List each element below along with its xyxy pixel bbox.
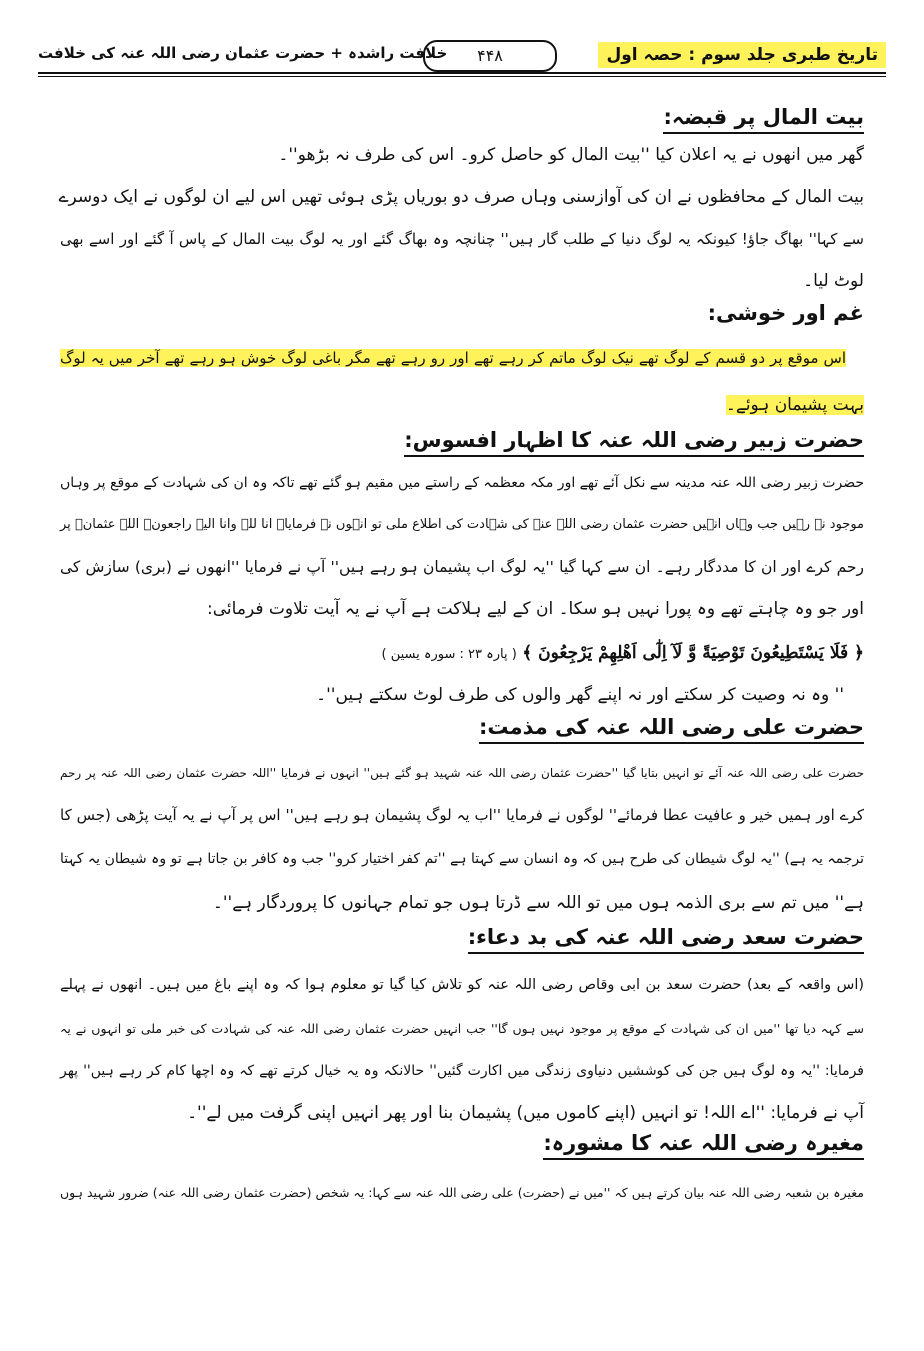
section-heading: حضرت سعد رضی اللہ عنہ کی بد دعاء: bbox=[468, 922, 864, 954]
book-title: تاریخ طبری جلد سوم : حصہ اول bbox=[598, 42, 886, 68]
text-line: حضرت علی رضی اللہ عنہ آئے تو انہیں بتایا گیا ''حضرت عثمان رضی اللہ عنہ شہید ہو گئے ہیں'' انہوں نے فرمایا ''اللہ حضرت عثمان رضی اللہ عنہ پر رحم bbox=[60, 766, 864, 780]
text-line: مغیرہ بن شعبہ رضی اللہ عنہ بیان کرتے ہیں کہ ''میں نے (حضرت) علی رضی اللہ عنہ سے کہا: یہ شخص (حضرت عثمان رضی اللہ عنہ) ضرور شہید ہوں bbox=[60, 1185, 864, 1200]
text-line: ہے'' میں تم سے بری الذمہ ہوں میں تو اللہ سے ڈرتا ہوں جو تمام جہانوں کا پروردگار ہے''۔ bbox=[212, 893, 864, 913]
text-line: بیت المال کے محافظوں نے ان کی آوازسنی وہاں صرف دو بوریاں پڑی ہوئی تھیں اس لیے ان لوگوں نے ایک دوسرے bbox=[58, 187, 864, 207]
text-line: موجود نہ رہیں جب وہاں انہیں حضرت عثمان رضی اللہ عنہ کی شہادت کی اطلاع ملی تو انہوں نے فرمایا۔ انا للہ وانا الیہ راجعون۔ اللہ عثمانؓ پر bbox=[60, 517, 864, 532]
text-line: ترجمہ یہ ہے) ''یہ لوگ شیطان کی طرح ہیں کہ وہ انسان سے کہتا ہے ''تم کفر اختیار کرو'' جب وہ کافر بن جاتا ہے تو وہ شیطان یہ کہتا bbox=[60, 851, 865, 867]
text-line: (اس واقعہ کے بعد) حضرت سعد بن ابی وقاص رضی اللہ عنہ کو تلاش کیا گیا تو معلوم ہوا کہ وہ اپنے باغ میں ہیں۔ انھوں نے پہلے bbox=[60, 977, 864, 993]
section-heading: حضرت زبیر رضی اللہ عنہ کا اظہار افسوس: bbox=[404, 425, 864, 457]
section-heading: غم اور خوشی: bbox=[707, 301, 864, 325]
highlighted-text: بہت پشیمان ہوئے۔ bbox=[725, 395, 864, 415]
chapter-title: خلافت راشدہ + حضرت عثمان رضی اللہ عنہ کی خلافت bbox=[38, 44, 448, 62]
text-line: سے کہہ دیا تھا ''میں ان کی شہادت کے موقع پر موجود نہیں ہوں گا'' جب انہیں حضرت عثمان رضی اللہ عنہ کی شہادت کی خبر ملی تو انہوں نے یہ bbox=[60, 1021, 864, 1036]
header-rule-thin bbox=[38, 76, 886, 77]
text-line: سے کہا'' بھاگ جاؤ! کیونکہ یہ لوگ دنیا کے طلب گار ہیں'' چنانچہ وہ بھاگ گئے اور یہ لوگ بیت المال کے پاس آ گئے اور اسے بھی bbox=[60, 230, 864, 248]
section-heading: مغیرہ رضی اللہ عنہ کا مشورہ: bbox=[543, 1128, 864, 1160]
verse-translation: '' وہ نہ وصیت کر سکتے اور نہ اپنے گھر والوں کی طرف لوٹ سکتے ہیں''۔ bbox=[316, 685, 844, 705]
text-line: اور جو وہ چاہتے تھے وہ پورا نہیں ہو سکا۔ ان کے لیے ہلاکت ہے آپ نے یہ آیت تلاوت فرمائی: bbox=[207, 599, 864, 619]
header-rule bbox=[38, 72, 886, 74]
text-line: آپ نے فرمایا: ''اے اللہ! تو انہیں (اپنے کاموں میں) پشیمان بنا اور پھر انہیں اپنی گرفت میں لے''۔ bbox=[187, 1103, 864, 1123]
text-line: فرمایا: ''یہ وہ لوگ ہیں جن کی کوششیں دنیاوی زندگی میں اکارت گئیں'' حالانکہ وہ یہ خیال کرتے تھے کہ وہ اچھا کام کر رہے ہیں'' پھر bbox=[60, 1063, 864, 1079]
section-heading: بیت المال پر قبضہ: bbox=[663, 102, 864, 134]
text-line: لوٹ لیا۔ bbox=[803, 271, 864, 291]
text-line: حضرت زبیر رضی اللہ عنہ مدینہ سے نکل آئے تھے اور مکہ معظمہ کے راستے میں مقیم ہو گئے تھے تاکہ وہ ان کی شہادت کے موقع پر وہاں bbox=[59, 475, 864, 491]
text-line: کرے اور ہمیں خیر و عافیت عطا فرمائے'' لوگوں نے فرمایا ''اب یہ لوگ پشیمان ہو رہے ہیں'' اس پر آپ نے یہ آیت پڑھی (جس کا bbox=[60, 806, 864, 824]
verse-reference: ( پارہ ۲۳ : سورہ یسین ) bbox=[381, 647, 517, 662]
highlighted-text: اس موقع پر دو قسم کے لوگ تھے نیک لوگ ماتم کر رہے تھے اور رو رہے تھے مگر باغی لوگ خوش ہو رہے تھے آخر میں یہ لوگ bbox=[60, 349, 846, 367]
text-line: گھر میں انھوں نے یہ اعلان کیا ''بیت المال کو حاصل کرو۔ اس کی طرف نہ بڑھو''۔ bbox=[278, 145, 864, 165]
page-number: ۴۴۸ bbox=[423, 40, 557, 72]
highlighted-line bbox=[60, 345, 846, 371]
page-header bbox=[38, 38, 886, 90]
quran-verse-line bbox=[382, 640, 864, 668]
quran-verse: ﴿ فَلَا يَسْتَطِيعُونَ تَوْصِيَةً وَّ لَآ اِلٰٓى اَهْلِهِمْ يَرْجِعُونَ ﴾ bbox=[522, 643, 864, 663]
text-line: رحم کرے اور ان کا مددگار رہے۔ ان سے کہا گیا ''یہ لوگ اب پشیمان ہو رہے ہیں'' آپ نے فرمایا ''انھوں نے (بری) سازش کی bbox=[60, 558, 864, 576]
highlighted-line bbox=[726, 392, 864, 418]
section-heading: حضرت علی رضی اللہ عنہ کی مذمت: bbox=[479, 712, 864, 744]
